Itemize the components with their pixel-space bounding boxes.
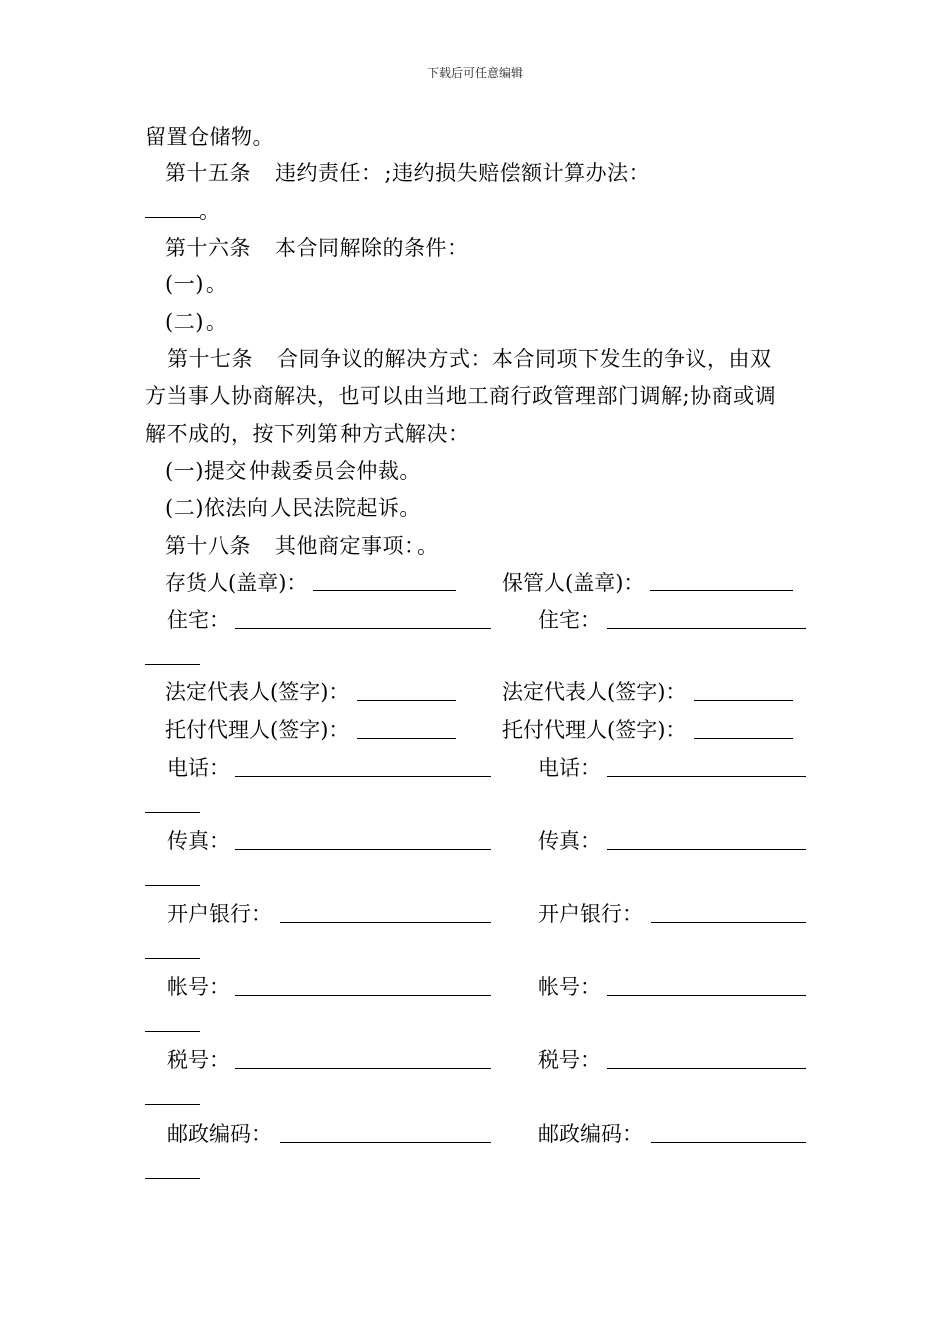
paragraph-continuation [145,124,274,150]
article-17-line-2 [145,383,776,409]
depositor-tax-field[interactable] [235,1068,491,1069]
keeper-agent-field[interactable] [694,738,793,739]
article-15-title: 第十五条 [165,161,251,185]
article-17-text-3b: 种方式解决： [340,422,470,446]
keeper-account-field[interactable] [607,995,806,996]
article-16 [165,235,469,261]
depositor-phone-field[interactable] [235,776,491,777]
article-15-end-text: 。 [199,199,221,223]
article-17-item-1 [165,458,421,484]
keeper-postal-field-cont[interactable] [145,1178,200,1179]
article-16-item-2 [165,309,227,335]
depositor-address-label: 住宅： [167,608,230,632]
keeper-bank-field-cont[interactable] [145,958,200,959]
article-15 [165,160,652,186]
keeper-legal-rep-label: 法定代表人(签字)： [502,680,687,704]
depositor-postal-label: 邮政编码： [167,1122,272,1146]
keeper-bank-label: 开户银行： [538,902,643,926]
depositor-bank-field[interactable] [280,922,491,923]
continuation-text: 留置仓储物。 [145,125,274,149]
article-18-text: 其他商定事项： [275,534,415,558]
keeper-postal-field[interactable] [651,1142,806,1143]
article-17-text-2: 方当事人协商解决，也可以由当地工商行政管理部门调解;协商或调 [145,384,777,408]
article-17-line-1 [167,346,772,372]
keeper-bank-field[interactable] [651,922,806,923]
keeper-fax-field[interactable] [607,849,806,850]
depositor-seal-label: 存货人(盖章)： [165,571,308,595]
article-18-end: 。 [417,534,439,558]
article-15-label: 违约责任： [275,161,383,185]
item-2-label: (二) [165,310,204,334]
article-17-text-3a: 解不成的，按下列第 [145,422,339,446]
depositor-account-field[interactable] [235,995,491,996]
article-16-item-1 [165,271,227,297]
keeper-phone-label: 电话： [538,756,601,780]
depositor-phone-label: 电话： [167,756,230,780]
keeper-phone-field[interactable] [607,776,806,777]
article-17-title: 第十七条 [167,347,253,371]
item-2-end: 。 [205,310,228,334]
keeper-fax-field-cont[interactable] [145,885,200,886]
page-header: 下载后可任意编辑 [426,66,523,80]
keeper-postal-label: 邮政编码： [538,1122,643,1146]
keeper-legal-rep-field[interactable] [694,700,793,701]
depositor-fax-label: 传真： [167,829,230,853]
depositor-legal-rep-label: 法定代表人(签字)： [165,680,350,704]
article-18-title: 第十八条 [165,534,251,558]
item-1-end: 。 [205,272,228,296]
keeper-seal-label: 保管人(盖章)： [502,571,645,595]
depositor-agent-label: 托付代理人(签字)： [165,718,350,742]
compensation-method-blank-cont[interactable] [145,217,200,218]
keeper-fax-label: 传真： [538,829,601,853]
article-16-title: 第十六条 [165,236,251,260]
depositor-fax-field[interactable] [235,849,491,850]
keeper-tax-field-cont[interactable] [145,1104,200,1105]
keeper-address-field[interactable] [607,628,806,629]
keeper-account-label: 帐号： [538,975,601,999]
article-17-item-2 [165,495,421,521]
keeper-agent-label: 托付代理人(签字)： [502,718,687,742]
keeper-address-field-cont[interactable] [145,664,200,665]
article-17-line-3 [145,421,470,447]
article-16-text: 本合同解除的条件： [275,236,469,260]
keeper-phone-field-cont[interactable] [145,812,200,813]
item-1-label: (一) [165,272,204,296]
depositor-agent-field[interactable] [357,738,456,739]
court-text-b: 人民法院起诉。 [270,496,421,520]
court-text-a: (二)依法向 [165,496,269,520]
keeper-seal-field[interactable] [650,590,793,591]
keeper-tax-field[interactable] [607,1068,806,1069]
keeper-account-field-cont[interactable] [145,1031,200,1032]
keeper-address-label: 住宅： [538,608,601,632]
article-15-sep: ;违约损失赔偿额计算办法： [384,161,651,185]
depositor-tax-label: 税号： [167,1048,230,1072]
arbitration-text-b: 仲裁委员会仲裁。 [248,459,421,483]
arbitration-text-a: (一)提交 [165,459,247,483]
article-15-end [199,198,221,224]
depositor-bank-label: 开户银行： [167,902,272,926]
keeper-tax-label: 税号： [538,1048,601,1072]
depositor-account-label: 帐号： [167,975,230,999]
article-17-text-1: 合同争议的解决方式：本合同项下发生的争议，由双 [277,347,772,371]
depositor-seal-field[interactable] [313,590,456,591]
depositor-postal-field[interactable] [280,1142,491,1143]
article-18 [165,533,439,559]
depositor-legal-rep-field[interactable] [357,700,456,701]
depositor-address-field[interactable] [235,628,491,629]
